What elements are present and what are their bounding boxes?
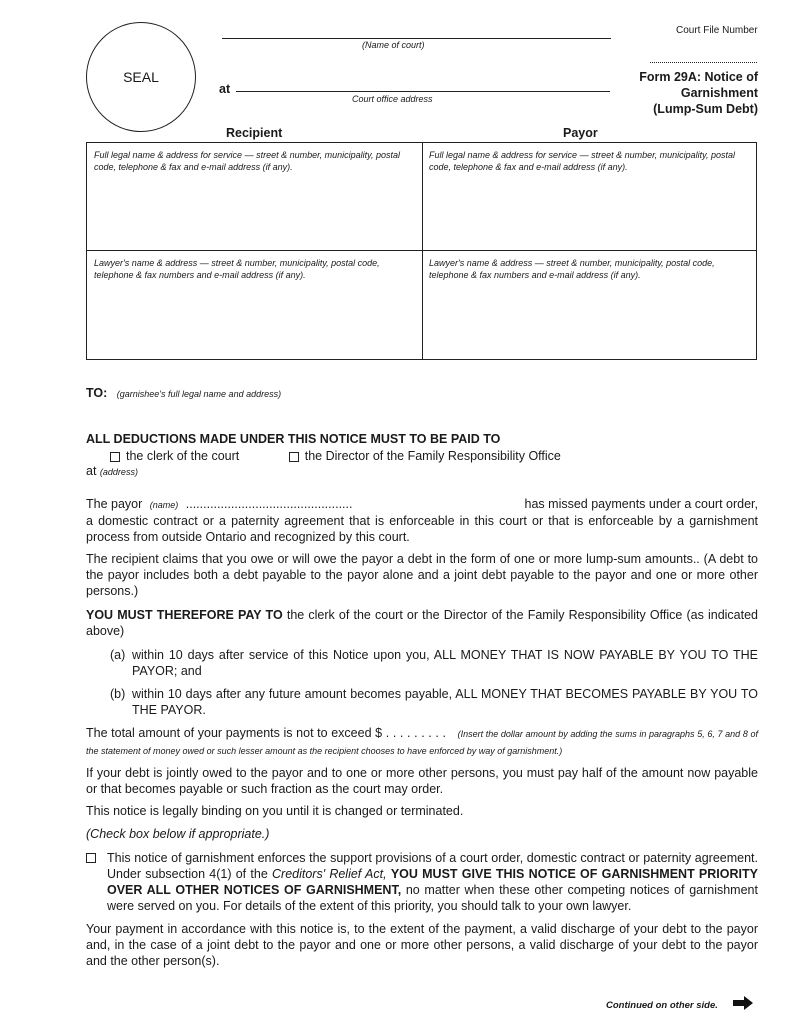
payor-paragraph-line-1 xyxy=(86,496,758,513)
total-paragraph xyxy=(86,725,758,759)
form-title xyxy=(639,69,758,117)
must-pay-bold: YOU MUST THEREFORE PAY TO xyxy=(86,608,283,622)
to-row xyxy=(86,386,281,400)
payor-name-caption: (name) xyxy=(149,500,179,510)
payor-heading: Payor xyxy=(563,126,598,140)
must-pay-rest: the clerk of the court or the Director of the Family Responsibility Office (as indicated above) xyxy=(86,608,759,638)
support-act: Creditors' Relief Act, xyxy=(272,867,387,881)
payor-intro: The payor xyxy=(86,497,143,511)
item-a-label: (a) xyxy=(110,648,126,662)
item-a-text: within 10 days after service of this Notice upon you, ALL MONEY THAT IS NOW PAYABLE BY YOU TO THE PAYOR; and xyxy=(132,648,758,678)
payor-rest-1: has missed payments under a court order, xyxy=(524,497,758,511)
total-text[interactable]: The total amount of your payments is not to exceed $ . . . . . . . . . xyxy=(86,726,446,740)
item-b xyxy=(110,686,758,718)
seal-placeholder xyxy=(86,22,196,132)
payor-paragraph xyxy=(86,496,758,545)
recipient-claims-paragraph: The recipient claims that you owe or will owe the payor a debt in the form of one or more lump-sum amounts.. (A debt to the payor includes both a debt payable to the payor alone and a joint debt payable to the payor and one or more other persons.) xyxy=(86,552,758,598)
joint-debt-paragraph: If your debt is jointly owed to the payor and to one or more other persons, you must pay half of the amount now payable or that becomes payable or such fraction as the court may order. xyxy=(86,766,758,796)
court-name-line xyxy=(222,28,611,39)
deductions-at-label: at xyxy=(86,464,97,478)
support-p2: no matter when these other competing notices of garnishment were served on you. For details of the extent of this priority, you should talk to your own lawyer. xyxy=(107,883,758,913)
court-file-number-label: Court File Number xyxy=(676,25,758,36)
clerk-option-label: the clerk of the court xyxy=(126,449,240,463)
deductions-address-caption: (address) xyxy=(99,467,138,477)
payor-lawyer-cell[interactable] xyxy=(422,251,756,359)
payor-name-caption: Full legal name & address for service — street & number, municipality, postal code, telephone & fax and e-mail address (if any). xyxy=(429,150,735,172)
support-p1: This notice of garnishment enforces the support provisions of a court order, domestic contract or paternity agreement. Under subsection 4(1) of the xyxy=(107,851,758,881)
payor-name-cell[interactable] xyxy=(422,143,756,250)
discharge-paragraph: Your payment in accordance with this notice is, to the extent of the payment, a valid discharge of your debt to the payor and, in the case of a joint debt to the payor and one or more other persons, a valid discharge of your debt to the payor and the other person(s). xyxy=(86,922,758,968)
seal-label: SEAL xyxy=(123,69,159,85)
court-address-caption: Court office address xyxy=(352,94,433,104)
director-checkbox[interactable] xyxy=(289,452,299,462)
at-label: at xyxy=(219,82,231,96)
deductions-options xyxy=(110,449,561,463)
director-option-label: the Director of the Family Responsibility Office xyxy=(304,449,561,463)
recipient-name-caption: Full legal name & address for service — street & number, municipality, postal code, telephone & fax and e-mail address (if any). xyxy=(94,150,400,172)
court-name-caption: (Name of court) xyxy=(362,40,425,50)
item-b-label: (b) xyxy=(110,687,126,701)
recipient-lawyer-caption: Lawyer's name & address — street & number, municipality, postal code, telephone & fax numbers and e-mail address (if any). xyxy=(94,258,380,280)
recipient-heading: Recipient xyxy=(226,126,283,140)
binding-paragraph: This notice is legally binding on you until it is changed or terminated. xyxy=(86,804,464,818)
payor-rest-2: a domestic contract or a paternity agreement that is enforceable in this court or that is enforceable by a garnishment process from outside Ontario and recognized by this court. xyxy=(86,514,758,544)
continued-label: Continued on other side. xyxy=(606,1000,718,1011)
court-file-number-line xyxy=(650,62,757,63)
deductions-address-row xyxy=(86,464,138,478)
must-pay-paragraph xyxy=(86,607,758,639)
form-title-line-2: Garnishment xyxy=(680,86,758,100)
item-b-text: within 10 days after any future amount becomes payable, ALL MONEY THAT BECOMES PAYABLE BY YOU TO THE PAYOR. xyxy=(132,687,758,717)
court-address-line xyxy=(236,81,610,92)
to-caption: (garnishee's full legal name and address) xyxy=(116,389,282,399)
payor-lawyer-caption: Lawyer's name & address — street & number, municipality, postal code, telephone & fax numbers and e-mail address (if any). xyxy=(429,258,715,280)
to-label: TO: xyxy=(86,386,108,400)
support-priority-paragraph xyxy=(107,850,758,914)
support-priority-checkbox[interactable] xyxy=(86,853,96,863)
recipient-name-cell[interactable] xyxy=(87,143,422,250)
payor-name-dots[interactable]: ................................................ xyxy=(185,497,353,511)
total-caption: (Insert the dollar amount by adding the sums in paragraphs 5, 6, 7 and 8 of the statement of money owed or such lesser amount as the recipient chooses to have enforced by way of garnishment.) xyxy=(86,729,758,756)
support-bold: YOU MUST GIVE THIS NOTICE OF GARNISHMENT PRIORITY OVER ALL OTHER NOTICES OF GARNISHMENT, xyxy=(107,867,758,897)
form-title-line-3: (Lump-Sum Debt) xyxy=(653,102,758,116)
arrow-right-icon xyxy=(733,996,753,1013)
check-box-note: (Check box below if appropriate.) xyxy=(86,827,270,841)
deductions-heading: ALL DEDUCTIONS MADE UNDER THIS NOTICE MUST TO BE PAID TO xyxy=(86,432,501,446)
recipient-lawyer-cell[interactable] xyxy=(87,251,422,359)
item-a xyxy=(110,647,758,679)
clerk-checkbox[interactable] xyxy=(110,452,120,462)
form-title-line-1: Form 29A: Notice of xyxy=(639,70,758,84)
party-table xyxy=(86,142,757,360)
